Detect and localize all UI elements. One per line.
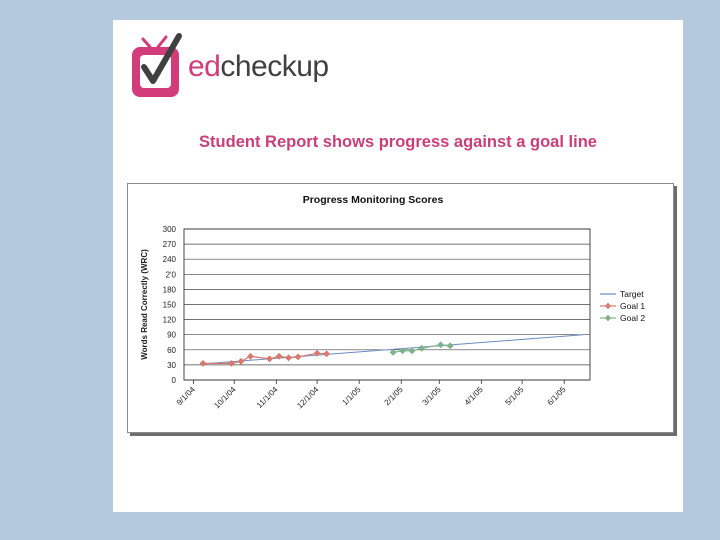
page-heading: Student Report shows progress against a goal line [199, 133, 597, 151]
data-point-goal-1 [247, 353, 253, 359]
y-tick-label: 30 [167, 360, 176, 370]
x-tick-label: 5/1/05 [503, 385, 526, 408]
y-tick-label: 300 [162, 225, 176, 234]
data-point-goal-1 [323, 351, 329, 357]
progress-chart [128, 184, 673, 432]
x-tick-label: 10/1/04 [212, 385, 238, 411]
data-point-goal-1 [238, 358, 244, 364]
x-tick-label: 6/1/05 [545, 385, 568, 408]
y-tick-label: 120 [162, 315, 176, 325]
x-tick-label: 3/1/05 [420, 385, 443, 408]
chart-title: Progress Monitoring Scores [302, 194, 444, 206]
y-tick-label: 90 [167, 330, 176, 340]
chart-panel [127, 183, 674, 433]
y-axis-label: Words Read Correctly (WRC) [140, 249, 149, 360]
data-point-goal-1 [200, 360, 206, 366]
brand-name-suffix: checkup [220, 50, 329, 83]
y-tick-label: 240 [162, 255, 176, 265]
x-tick-label: 2/1/05 [382, 385, 405, 408]
y-tick-label: 180 [162, 285, 176, 295]
series-line-goal-1 [203, 353, 327, 363]
x-tick-label: 9/1/04 [174, 385, 197, 408]
x-tick-label: 12/1/04 [295, 385, 321, 411]
y-tick-label: 2'0 [165, 270, 176, 280]
legend-marker [605, 315, 611, 321]
data-point-goal-2 [418, 345, 424, 351]
x-tick-label: 1/1/05 [340, 385, 363, 408]
legend-label: Goal 2 [620, 313, 646, 323]
y-tick-label: 0 [171, 376, 176, 385]
x-tick-label: 11/1/04 [254, 385, 280, 410]
y-tick-label: 150 [162, 300, 176, 310]
data-point-goal-2 [447, 343, 453, 349]
y-tick-label: 60 [167, 345, 176, 355]
brand-name-prefix: ed [188, 50, 221, 83]
brand-name [188, 52, 329, 82]
x-tick-label: 4/1/05 [462, 385, 485, 408]
data-point-goal-1 [266, 356, 272, 362]
data-point-goal-2 [437, 342, 443, 348]
y-tick-label: 270 [162, 240, 176, 250]
data-point-goal-1 [295, 354, 301, 360]
legend-label: Goal 1 [620, 301, 646, 311]
legend-label: Target [620, 289, 644, 299]
legend-marker [605, 303, 611, 309]
data-point-goal-2 [409, 348, 415, 354]
data-point-goal-1 [285, 355, 291, 361]
